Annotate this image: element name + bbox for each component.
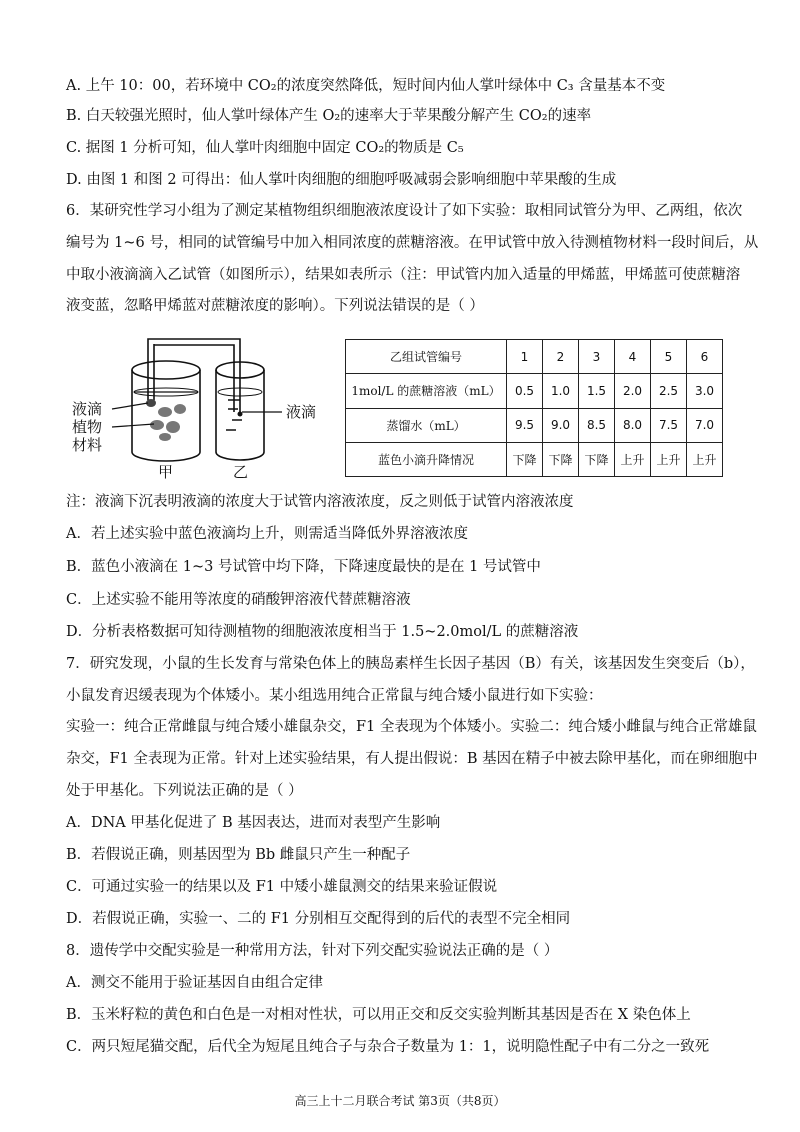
table-cell: 下降	[579, 442, 615, 476]
q6-note: 注：液滴下沉表明液滴的浓度大于试管内溶液浓度，反之则低于试管内溶液浓度	[66, 494, 574, 510]
q8-stem: 8．遗传学中交配实验是一种常用方法，针对下列交配实验说法正确的是（ ）	[66, 943, 559, 959]
q7-option-c: C．可通过实验一的结果以及 F1 中矮小雄鼠测交的结果来验证假说	[66, 879, 498, 895]
label-plant: 植物	[72, 418, 103, 436]
table-cell: 7.5	[651, 408, 687, 442]
experiment-table	[345, 339, 723, 477]
label-droplet-left: 液滴	[72, 400, 103, 418]
q6-option-a: A．若上述实验中蓝色液滴均上升，则需适当降低外界溶液浓度	[66, 526, 468, 542]
q5-option-c: C. 据图 1 分析可知，仙人掌叶肉细胞中固定 CO₂的物质是 C₅	[66, 140, 464, 156]
q7-stem-line: 杂交，F1 全表现为正常。针对上述实验结果，有人提出假说：B 基因在精子中被去除甲基化，而在卵细胞中	[66, 751, 758, 767]
row-header: 蒸馏水（mL）	[346, 408, 507, 442]
q6-stem-line: 液变蓝，忽略甲烯蓝对蔗糖浓度的影响）。下列说法错误的是（ ）	[66, 298, 484, 314]
droplet-yi	[238, 412, 243, 417]
table-cell: 1	[507, 340, 543, 374]
table-cell: 9.5	[507, 408, 543, 442]
table-cell: 1.5	[579, 374, 615, 408]
q6-stem-line: 中取小液滴滴入乙试管（如图所示），结果如表所示（注：甲试管内加入适量的甲烯蓝，甲烯蓝可使蔗糖溶	[66, 267, 741, 283]
table-cell: 3	[579, 340, 615, 374]
q8-option-a: A．测交不能用于验证基因自由组合定律	[66, 975, 323, 991]
row-header: 乙组试管编号	[346, 340, 507, 374]
plant-piece	[174, 404, 186, 414]
q8-option-b: B．玉米籽粒的黄色和白色是一对相对性状，可以用正交和反交实验判断其基因是否在 X 染色体上	[66, 1007, 691, 1023]
table-cell: 9.0	[543, 408, 579, 442]
table-row	[346, 374, 723, 408]
q7-option-a: A．DNA 甲基化促进了 B 基因表达，进而对表型产生影响	[66, 815, 441, 831]
row-header: 1mol/L 的蔗糖溶液（mL）	[346, 374, 507, 408]
table-cell: 0.5	[507, 374, 543, 408]
table-cell: 2	[543, 340, 579, 374]
label-tube-jia: 甲	[158, 463, 174, 481]
table-cell: 上升	[651, 442, 687, 476]
test-tube-figure	[70, 334, 340, 484]
plant-piece	[159, 433, 171, 441]
table-row	[346, 340, 723, 374]
q6-option-b: B．蓝色小液滴在 1~3 号试管中均下降，下降速度最快的是在 1 号试管中	[66, 559, 541, 575]
table-cell: 2.0	[615, 374, 651, 408]
q7-stem-line: 处于甲基化。下列说法正确的是（ ）	[66, 783, 303, 799]
q6-stem-line: 6．某研究性学习小组为了测定某植物组织细胞液浓度设计了如下实验：取相同试管分为甲、乙两组，依次	[66, 203, 743, 219]
q6-option-d: D．分析表格数据可知待测植物的细胞液浓度相当于 1.5~2.0mol/L 的蔗糖溶液	[66, 624, 579, 640]
q7-option-d: D．若假说正确，实验一、二的 F1 分别相互交配得到的后代的表型不完全相同	[66, 911, 571, 927]
table-cell: 6	[687, 340, 723, 374]
plant-piece	[158, 407, 172, 417]
table-cell: 5	[651, 340, 687, 374]
table-row	[346, 408, 723, 442]
q7-stem-line: 小鼠发育迟缓表现为个体矮小。某小组选用纯合正常鼠与纯合矮小鼠进行如下实验：	[66, 688, 603, 704]
table-cell: 1.0	[543, 374, 579, 408]
table-cell: 上升	[687, 442, 723, 476]
q6-option-c: C．上述实验不能用等浓度的硝酸钾溶液代替蔗糖溶液	[66, 592, 411, 608]
table-row	[346, 442, 723, 476]
q6-stem-line: 编号为 1~6 号，相同的试管编号中加入相同浓度的蔗糖溶液。在甲试管中放入待测植物材料一段时间后，从	[66, 235, 759, 251]
table-cell: 下降	[543, 442, 579, 476]
table-cell: 2.5	[651, 374, 687, 408]
q5-option-b: B. 白天较强光照时，仙人掌叶绿体产生 O₂的速率大于苹果酸分解产生 CO₂的速率	[66, 108, 592, 124]
plant-piece	[166, 421, 180, 433]
label-tube-yi: 乙	[233, 463, 249, 481]
q5-option-d: D. 由图 1 和图 2 可得出：仙人掌叶肉细胞的细胞呼吸减弱会影响细胞中苹果酸的生成	[66, 172, 617, 188]
table-cell: 下降	[507, 442, 543, 476]
table-cell: 7.0	[687, 408, 723, 442]
q7-option-b: B．若假说正确，则基因型为 Bb 雌鼠只产生一种配子	[66, 847, 411, 863]
page-footer: 高三上十二月联合考试 第3页（共8页）	[294, 1094, 506, 1108]
plant-piece	[150, 420, 164, 430]
label-droplet-right: 液滴	[286, 403, 317, 421]
label-material: 材料	[72, 436, 103, 454]
q7-stem-line: 实验一：纯合正常雌鼠与纯合矮小雄鼠杂交，F1 全表现为个体矮小。实验二：纯合矮小雌鼠与纯合正常雄鼠	[66, 719, 757, 735]
q7-stem-line: 7．研究发现，小鼠的生长发育与常染色体上的胰岛素样生长因子基因（B）有关，该基因发生突变后（b），	[66, 656, 755, 672]
table-cell: 4	[615, 340, 651, 374]
q5-option-a: A. 上午 10：00，若环境中 CO₂的浓度突然降低，短时间内仙人掌叶绿体中 C₃ 含量基本不变	[66, 78, 666, 94]
row-header: 蓝色小滴升降情况	[346, 442, 507, 476]
table-cell: 8.0	[615, 408, 651, 442]
q8-option-c: C．两只短尾猫交配，后代全为短尾且纯合子与杂合子数量为 1：1，说明隐性配子中有二分之一致死	[66, 1039, 710, 1055]
tube-jia-top	[132, 361, 200, 379]
table-cell: 3.0	[687, 374, 723, 408]
table-cell: 上升	[615, 442, 651, 476]
table-cell: 8.5	[579, 408, 615, 442]
